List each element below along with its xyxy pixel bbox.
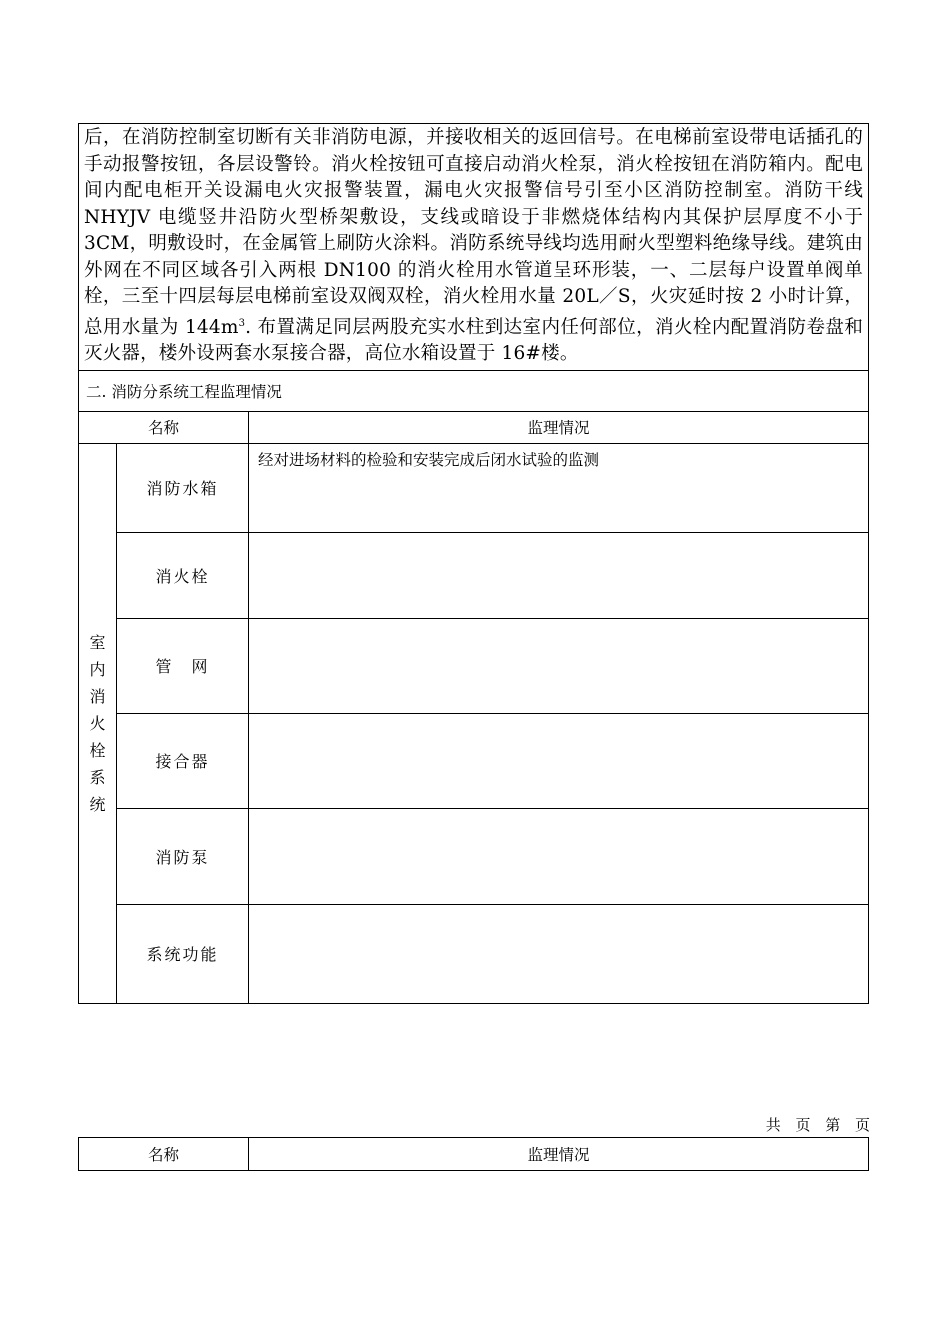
intro-text-before: 后，在消防控制室切断有关非消防电源，并接收相关的返回信号。在电梯前室设带电话插孔的手动报警按钮，各层设警铃。消火栓按钮可直接启动消火栓泵，消火栓按钮在消防箱内。配电间内配电柜开关设漏电火灾报警装置，漏电火灾报警信号引至小区消防控制室。消防干线 NHYJV 电缆竖井沿防火型桥架敷设，支线或暗设于非燃烧体结构内其保护层厚度不小于 3CM，明敷设时，在金属管上刷防火涂料。消防系统导线均选用耐火型塑料绝缘导线。建筑由外网在不同区域各引入两根 DN100 的消火栓用水管道呈环形装，一、二层每户设置单阀单栓，三至十四层每层电梯前室设双阀双栓，消火栓用水量 20L／S，火灾延时按 2 小时计算，总用水量为 144m [84, 127, 864, 338]
row-name: 接合器 [117, 713, 249, 808]
continuation-header-row [79, 1138, 869, 1171]
continuation-header-name: 名称 [79, 1138, 249, 1171]
intro-text-after: . 布置满足同层两股充实水柱到达室内任何部位，消火栓内配置消防卷盘和灭火器，楼外设两套水泵接合器，高位水箱设置于 16#楼。 [84, 316, 864, 365]
row-name: 消防泵 [117, 808, 249, 904]
row-name: 系统功能 [117, 904, 249, 1003]
column-header-name: 名称 [79, 411, 249, 443]
intro-row [79, 124, 869, 371]
table-row [79, 532, 869, 618]
table-row [79, 713, 869, 808]
table-row [79, 904, 869, 1003]
row-status [249, 808, 869, 904]
continuation-table [78, 1137, 869, 1171]
row-status: 经对进场材料的检验和安装完成后闭水试验的监测 [249, 443, 869, 532]
row-name: 消火栓 [117, 532, 249, 618]
intro-superscript: 3 [238, 317, 246, 329]
section-title: 二. 消防分系统工程监理情况 [79, 370, 869, 411]
intro-cell [79, 124, 869, 371]
section-row [79, 370, 869, 411]
table-row [79, 808, 869, 904]
row-status [249, 713, 869, 808]
table-row [79, 443, 869, 532]
table-row [79, 618, 869, 713]
intro-paragraph [84, 125, 863, 368]
row-name: 消防水箱 [117, 443, 249, 532]
row-status [249, 904, 869, 1003]
continuation-header-status: 监理情况 [249, 1138, 869, 1171]
inspection-table [78, 123, 869, 1004]
row-name: 管 网 [117, 618, 249, 713]
group-label: 室内消火栓系统 [89, 632, 106, 814]
page-counter: 共 页 第 页 [765, 1116, 870, 1134]
row-status [249, 532, 869, 618]
column-header-status: 监理情况 [249, 411, 869, 443]
row-status [249, 618, 869, 713]
table-header-row [79, 411, 869, 443]
group-label-cell [79, 443, 117, 1003]
